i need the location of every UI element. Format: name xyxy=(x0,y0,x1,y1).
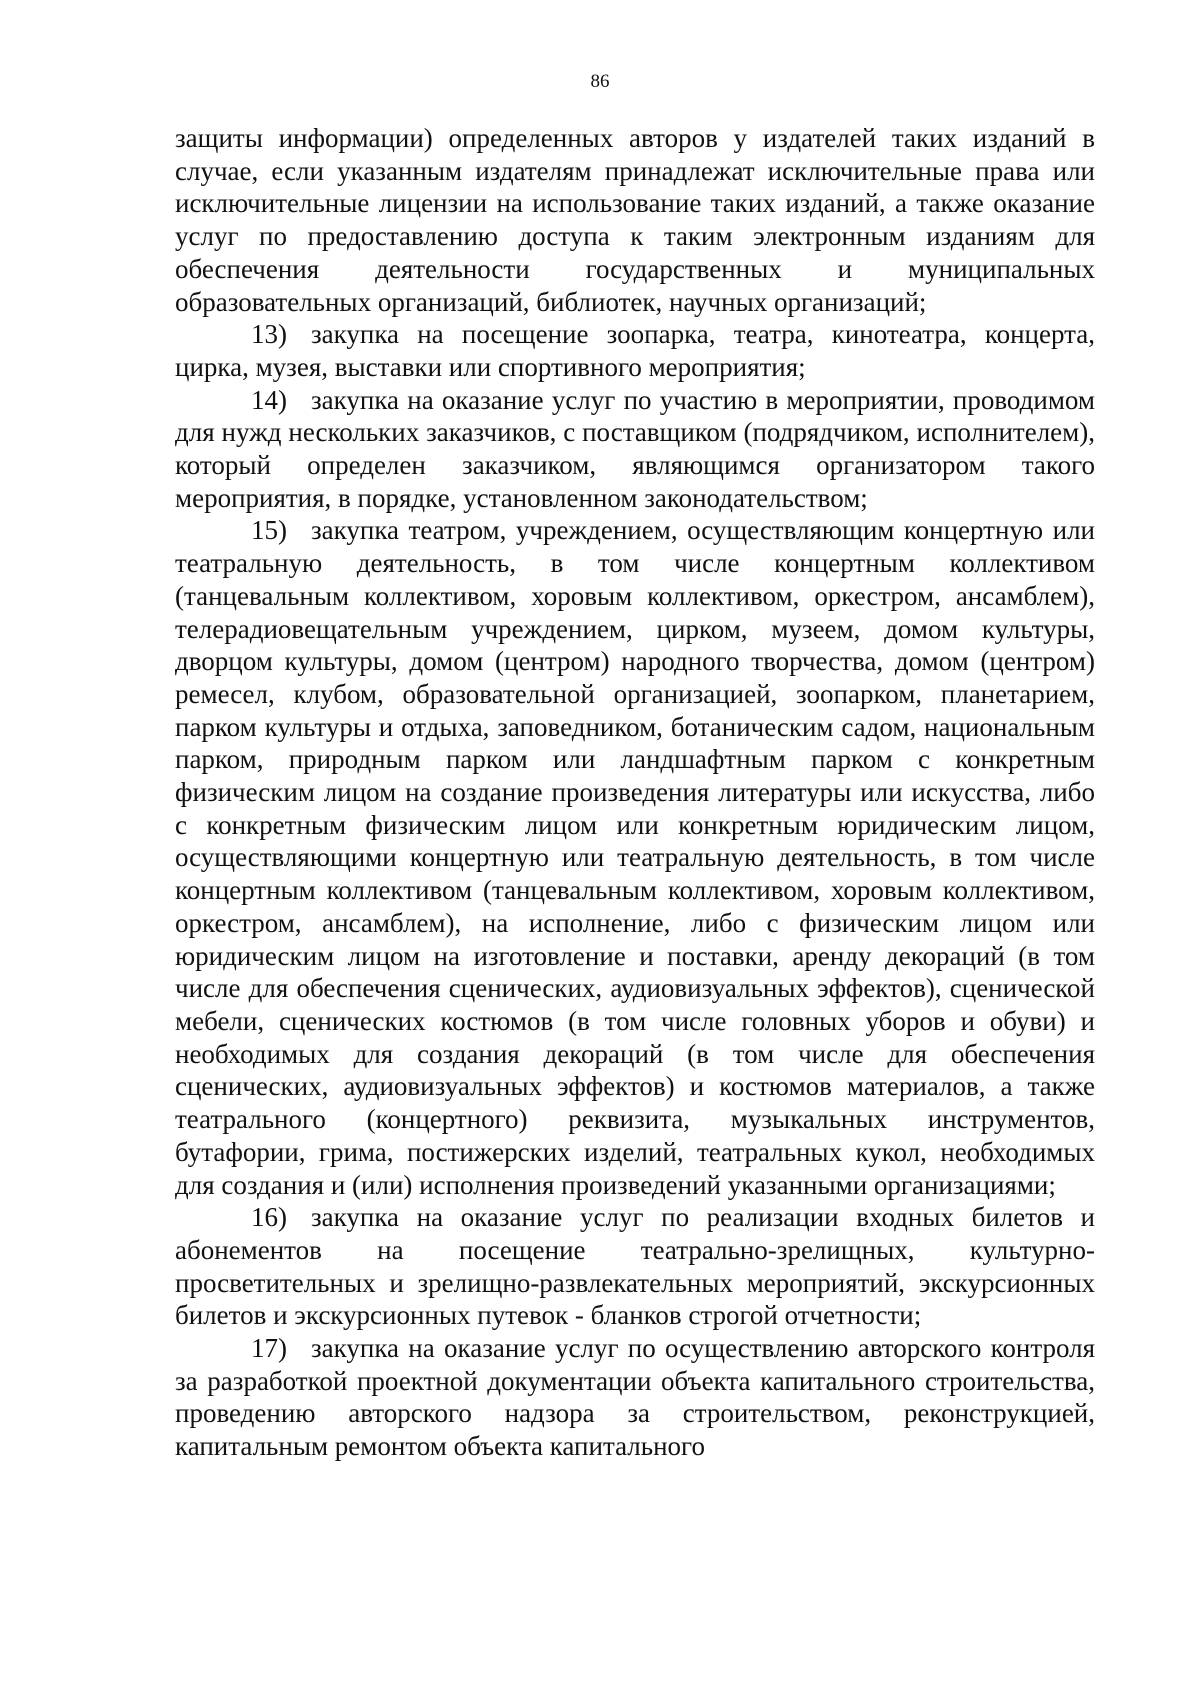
item-number: 16) xyxy=(251,1202,287,1233)
document-body xyxy=(175,122,1095,1463)
list-item-14 xyxy=(175,384,1095,515)
list-item-16 xyxy=(175,1201,1095,1332)
item-text: закупка на оказание услуг по реализации входных билетов и абонементов на посещение театрально-зрелищных, культурно-просветительных и зрелищно-развлекательных мероприятий, экскурсионных билетов и экскурсионных путевок - бланков строгой отчетности; xyxy=(175,1202,1095,1331)
item-text: закупка на посещение зоопарка, театра, кинотеатра, концерта, цирка, музея, выставки или спортивного мероприятия; xyxy=(175,319,1095,382)
paragraph-continuation xyxy=(175,122,1095,318)
item-number: 13) xyxy=(251,319,287,350)
item-text: закупка на оказание услуг по осуществлению авторского контроля за разработкой проектной документации объекта капитального строительства, проведению авторского надзора за строительством, реконструкцией, капитальным ремонтом объекта капитального xyxy=(175,1333,1095,1462)
item-number: 17) xyxy=(251,1333,287,1364)
item-text: закупка на оказание услуг по участию в мероприятии, проводимом для нужд нескольких заказчиков, с поставщиком (подрядчиком, исполнителем), который определен заказчиком, являющимся организатором такого мероприятия, в порядке, установленном законодательством; xyxy=(175,384,1095,513)
list-item-13 xyxy=(175,318,1095,383)
item-number: 15) xyxy=(251,515,287,546)
paragraph-text: защиты информации) определенных авторов у издателей таких изданий в случае, если указанным издателям принадлежат исключительные права или исключительные лицензии на использование таких изданий, а также оказание услуг по предоставлению доступа к таким электронным изданиям для обеспечения деятельности государственных и муниципальных образовательных организаций, библиотек, научных организаций; xyxy=(175,123,1095,317)
list-item-15 xyxy=(175,514,1095,1201)
item-text: закупка театром, учреждением, осуществляющим концертную или театральную деятельность, в том числе концертным коллективом (танцевальным коллективом, хоровым коллективом, оркестром, ансамблем), телерадиовещательным учреждением, цирком, музеем, домом культуры, дворцом культуры, домом (центром) народного творчества, домом (центром) ремесел, клубом, образовательной организацией, зоопарком, планетарием, парком культуры и отдыха, заповедником, ботаническим садом, национальным парком, природным парком или ландшафтным парком с конкретным физическим лицом на создание произведения литературы или искусства, либо с конкретным физическим лицом или конкретным юридическим лицом, осуществляющими концертную или театральную деятельность, в том числе концертным коллективом (танцевальным коллективом, хоровым коллективом, оркестром, ансамблем), на исполнение, либо с физическим лицом или юридическим лицом на изготовление и поставки, аренду декораций (в том числе для обеспечения сценических, аудиовизуальных эффектов), сценической мебели, сценических костюмов (в том числе головных уборов и обуви) и необходимых для создания декораций (в том числе для обеспечения сценических, аудиовизуальных эффектов) и костюмов материалов, а также театрального (концертного) реквизита, музыкальных инструментов, бутафории, грима, постижерских изделий, театральных кукол, необходимых для создания и (или) исполнения произведений указанными организациями; xyxy=(175,515,1095,1200)
list-item-17 xyxy=(175,1332,1095,1463)
item-number: 14) xyxy=(251,384,287,415)
page-number: 86 xyxy=(590,71,610,92)
